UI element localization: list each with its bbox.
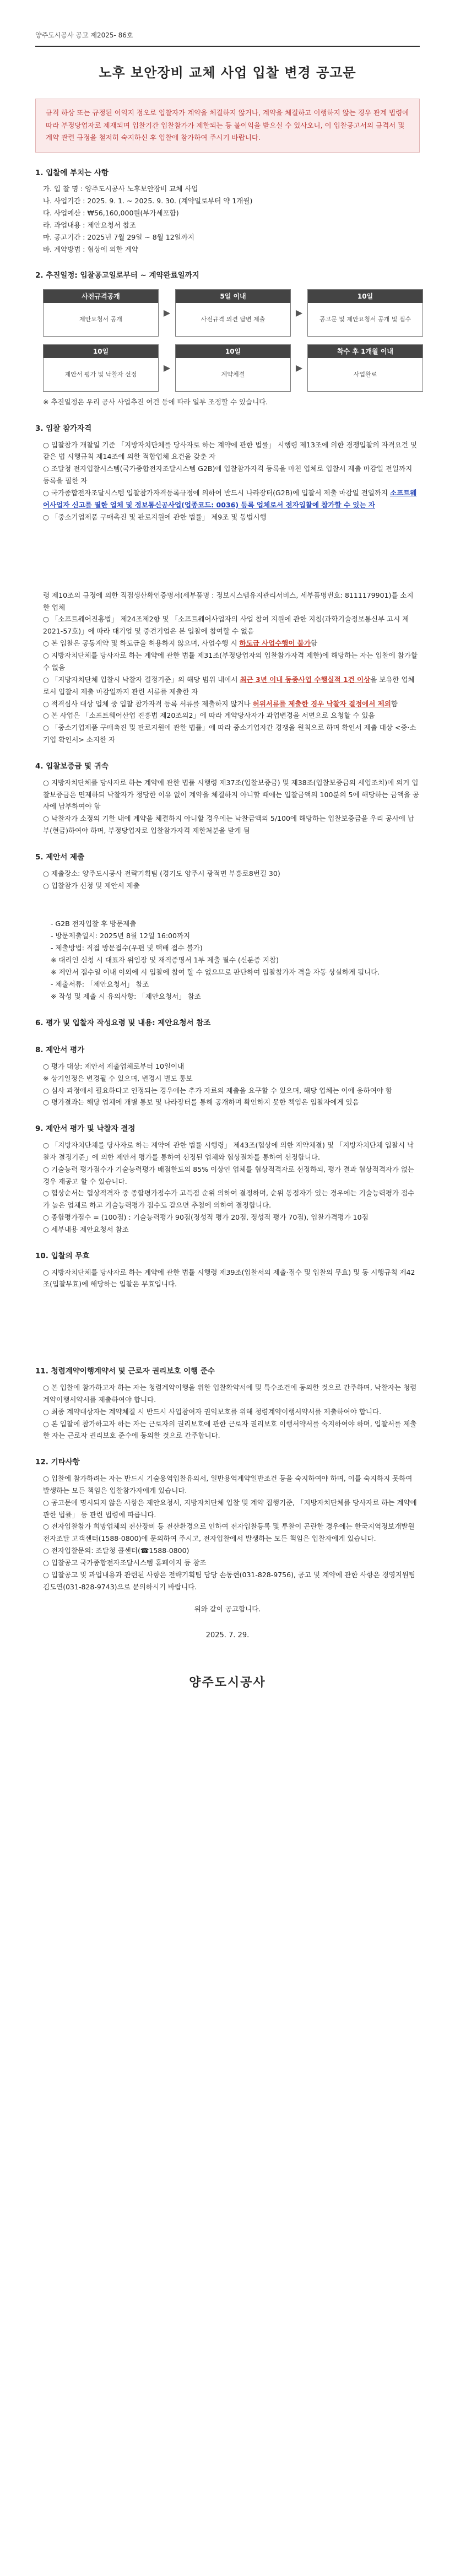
paragraph: ○ 「중소기업제품 구매촉진 및 판로지원에 관한 법률」 제9조 및 동법시행 [43,512,267,521]
step-body: 제안요청서 공개 [79,316,122,323]
step-body: 사전규격 의견 답변 제출 [201,316,266,323]
list-item: 바. 계약방법 : 협상에 의한 계약 [43,245,138,253]
list-item: 나. 사업기간 : 2025. 9. 1. ~ 2025. 9. 30. (계약일로부터 약 1개월) [43,197,253,205]
step-header: 착수 후 1개월 이내 [308,345,422,358]
arrow-right-icon: ▶ [163,307,171,318]
section-title: 12. 기타사항 [35,1458,80,1467]
paragraph: ○ 「소프트웨어진흥법」 제24조제2항 및 「소프트웨어사업자의 사업 참여 지원에 관한 지침(과학기술정보통신부 고시 제2021-57호)」에 따라 대기업 및 중견기업은 본 입찰에 참여할 수 없음 [43,615,409,636]
step-header: 5일 이내 [176,290,290,303]
schedule-step-box [175,289,291,337]
step-body: 사업완료 [353,371,377,378]
schedule-step-box [175,344,291,392]
section-other-matters [35,1456,420,1615]
list-item: ※ 제안서 접수일 이내 이외에 시 입찰에 참여 할 수 없으므로 판단하여 입찰참가자 격을 자동 상실하게 됩니다. [51,967,380,976]
list-item: ○ 평가 대상: 제안서 제출업체로부터 10일이내 [43,1062,185,1070]
text: 함 [391,699,398,708]
step-body: 제안서 평가 및 낙찰자 선정 [64,371,137,378]
list-item: 마. 공고기간 : 2025년 7월 29일 ~ 8월 12일까지 [43,232,194,241]
closing-statement: 위와 같이 공고합니다. [194,1604,261,1613]
paragraph: ○ 지방자치단체를 당사자로 하는 계약에 관한 법률 시행령 제37조(입찰보증금) 및 제38조(입찰보증금의 세입조치)에 의거 입찰보증금은 면제하되 낙찰자가 정당한 이유 없이 계약을 체결하지 아니할 때에는 입찰금액의 100분의 5에 해당하는 금액을 공사에 납부하여야 함 [43,778,420,811]
list-item: 다. 사업예산 : ₩56,160,000원(부가세포함) [43,208,179,217]
list-item: ○ 제출장소: 양주도시공사 전략기획팀 (경기도 양주시 광적면 부흥로8번길 30) [43,869,280,878]
paragraph: ○ 「중소기업제품 구매촉진 및 판로지원에 관한 법률」에 따라 중소기업자간 경쟁을 원칙으로 하며 확인서 제출 대상 <중·소기업 확인서> 소지한 자 [43,723,416,744]
section-title: 9. 제안서 평가 및 낙찰자 결정 [35,1124,136,1134]
list-item: ○ 최종 계약대상자는 계약체결 시 반드시 사업참여자 권익보호를 위해 청렴계약이행서약서를 제출하여야 합니다. [43,1407,382,1416]
list-item: - 제출서류: 「제안요청서」 참조 [51,979,149,988]
list-item: - 제출방법: 직접 방문접수(우편 및 택배 접수 불가) [51,944,203,953]
section-eligibility [35,423,420,746]
text: ○ 「지방자치단체 입찰시 낙찰자 결정기준」의 해당 범위 내에서 [43,675,240,684]
schedule-step-box [307,344,423,392]
header-divider [35,46,420,47]
section-award-decision [35,1123,420,1236]
section-title: 10. 입찰의 무효 [35,1251,90,1260]
step-body: 공고문 및 제안요청서 공개 및 접수 [319,316,411,323]
page-break [43,523,420,589]
list-item: ○ 평가결과는 해당 업체에 개별 통보 및 나라장터를 통해 공개하며 확인하지 못한 책임은 입찰자에게 있음 [43,1098,359,1107]
arrow-right-icon: ▶ [295,362,303,373]
list-item: ○ 세부내용 제안요청서 참조 [43,1225,129,1233]
text: ○ 본 입찰은 공동계약 및 하도급을 허용하지 않으며, 사업수행 시 [43,639,240,648]
schedule-flowchart [43,289,420,392]
paragraph: 령 제10조의 규정에 의한 직접생산확인증명서(세부품명 : 정보시스템유지관리서비스, 세부품명번호: 8111179901)를 소지한 업체 [43,591,414,611]
page-title: 노후 보안장비 교체 사업 입찰 변경 공고문 [99,65,356,80]
paragraph [43,487,420,511]
list-item: 라. 과업내용 : 제안요청서 참조 [43,220,136,229]
paragraph [43,698,420,710]
list-item: ※ 상기일정은 변경될 수 있으며, 변경시 별도 통보 [43,1074,193,1083]
section-bid-overview [35,167,420,256]
paragraph [43,637,420,650]
list-item: ※ 대리인 신청 시 대표자 위임장 및 재직증명서 1부 제출 필수 (신분증 지참) [51,956,279,964]
list-item: 가. 입 찰 명 : 양주도시공사 노후보안장비 교체 사업 [43,185,198,193]
list-item: ○ 지방자치단체를 당사자로 하는 계약에 관한 법률 시행령 제39조(입찰서의 제출·접수 및 입찰의 무효) 및 동 시행규칙 제42조(입찰무효)에 해당하는 입찰은 무효입니다. [43,1268,415,1289]
text: ○ 적격심사 대상 업체 중 입찰 참가자격 등록 서류를 제출하지 않거나 [43,699,253,708]
announcement-date: 2025. 7. 29. [205,1631,250,1639]
step-header: 10일 [44,345,158,358]
list-item: ○ 입찰에 참가하려는 자는 반드시 기술용역입찰유의서, 일반용역계약일반조건 등을 숙지하여야 하며, 이를 숙지하지 못하여 발생하는 모든 책임은 입찰참가자에게 있습니다. [43,1474,413,1495]
list-item: ○ 협상순서는 협상적격자 중 종합평가점수가 고득점 순위 의하여 결정하며, 순위 동점자가 있는 경우에는 기술능력평가 점수가 높은 업체로 하고 기술능력평가 점수도 같으면 추첨에 의하여 결정합니다. [43,1189,415,1210]
section-proposal-evaluation [35,1044,420,1108]
schedule-step-box [307,289,423,337]
section-schedule [35,269,420,408]
highlight-text: 소프트웨어사업자 신고를 필한 업체 및 정보통신공사업(업종코드: 0036) 등록 업체로서 전자입찰에 참가할 수 있는 자 [43,489,417,509]
paragraph: ○ 조달청 전자입찰시스템(국가종합전자조달시스템 G2B)에 입찰참가자격 등록을 마친 업체로 입찰서 제출 마감일 전일까지 등록을 필한 자 [43,464,413,485]
arrow-right-icon: ▶ [295,307,303,318]
list-item: ○ 전자입찰참가 희망업체의 전산장비 등 전산환경으로 인하여 전자입찰등록 및 투찰이 곤란한 경우에는 한국지역정보개발원 전자조달 고객센터(1588-0800)에 문의하여 주시고, 전자입찰에서 발생하는 모든 책임은 입찰자에게 있습니다. [43,1522,415,1543]
list-item: - G2B 전자입찰 후 방문제출 [51,919,137,928]
list-item: ○ 본 입찰에 참가하고자 하는 자는 청렴계약이행을 위한 입찰확약서에 및 특수조건에 동의한 것으로 간주하며, 낙찰자는 청렴계약이행서약서를 제출하여야 합니다. [43,1383,417,1404]
list-item: ○ 입찰공고 국가종합전자조달시스템 홈페이지 등 참조 [43,1558,207,1567]
list-item: ○ 심사 과정에서 필요하다고 인정되는 경우에는 추가 자료의 제출을 요구할 수 있으며, 해당 업체는 이에 응하여야 함 [43,1086,392,1095]
schedule-step-box [43,344,159,392]
text: 을 보유한 업체로서 입찰서 제출 마감일까지 관련 서류를 제출한 자 [43,675,415,696]
section-writing-guide [35,1017,420,1030]
text: ○ 국가종합전자조달시스템 입찰참가자격등록규정에 의하여 반드시 나라장터(G2B)에 입찰서 제출 마감일 전일까지 [43,489,390,497]
step-header: 사전규격공개 [44,290,158,303]
list-item: - 방문제출일시: 2025년 8월 12일 16:00까지 [51,932,191,940]
section-proposal-submission [35,851,420,1003]
paragraph: ○ 입찰참가 개찰일 기준 「지방자치단체를 당사자로 하는 계약에 관한 법률」 시행령 제13조에 의한 경쟁입찰의 자격요건 및 같은 법 시행규칙 제14조에 의한 적합업체 요건을 갖춘 자 [43,440,417,461]
section-title: 2. 추진일정: 입찰공고일로부터 ~ 계약완료일까지 [35,271,199,280]
schedule-step-box [43,289,159,337]
list-item: ※ 작성 및 제출 시 유의사항: 「제안요청서」 참조 [51,992,201,1000]
list-item: ○ 「지방자치단체를 당사자로 하는 계약에 관한 법률 시행령」 제43조(협상에 의한 계약체결) 및 「지방자치단체 입찰시 낙찰자 결정기준」에 의한 제안서 평가를 통하여 선정된 업체와 협상절차를 통하여 선정합니다. [43,1140,414,1161]
warning-notice: 규격 하상 또는 규정된 이익지 정오로 입찰자가 계약을 체결하지 않거나, 계약을 체결하고 이행하지 않는 경우 관계 법령에 따라 부정당업자로 제재되며 입찰기간 입찰참가가 제한되는 등 불이익을 받으실 수 있사오니, 이 입찰공고서의 규격서 및 계약 관련 규정을 철저히 숙지하신 후 입찰에 참가하여 주시기 바랍니다. [35,99,420,153]
section-title: 8. 제안서 평가 [35,1046,85,1055]
paragraph: ○ 지방자치단체를 당사자로 하는 계약에 관한 법률 제31조(부정당업자의 입찰참가자격 제한)에 해당하는 자는 입찰에 참가할 수 없음 [43,651,418,672]
announcement-number: 양주도시공사 공고 제2025- 86호 [35,31,133,39]
highlight-text: 허위서류를 제출한 경우 낙찰자 결정에서 제외 [252,699,391,708]
schedule-note: ※ 추진일정은 우리 공사 사업추진 여건 등에 따라 일부 조정할 수 있습니다. [43,398,268,406]
issuer-name: 양주도시공사 [189,1676,266,1690]
step-body: 계약체결 [221,371,245,378]
highlight-text: 하도급 사업수행이 불가 [239,639,311,648]
section-title: 1. 입찰에 부치는 사항 [35,168,109,177]
section-title: 4. 입찰보증금 및 귀속 [35,762,109,771]
step-header: 10일 [176,345,290,358]
section-title: 5. 제안서 제출 [35,853,85,862]
list-item: ○ 공고문에 명시되지 않은 사항은 제안요청서, 지방자치단체 입찰 및 계약 집행기준, 「지방자치단체를 당사자로 하는 계약에 관한 법률」 등 관련 법령에 따릅니다. [43,1498,417,1519]
list-item: ○ 입찰참가 신청 및 제안서 제출 [43,881,140,890]
arrow-right-icon: ▶ [163,362,171,373]
section-integrity-contract [35,1365,420,1442]
list-item: ○ 전자입찰문의: 조달청 콜센터(☎1588-0800) [43,1546,189,1555]
list-item: ○ 기술능력 평가점수가 기술능력평가 배점한도의 85% 이상인 업체를 협상적격자로 선정하되, 평가 결과 협상적격자가 없는 경우 재공고 할 수 있습니다. [43,1165,414,1186]
list-item: ○ 입찰공고 및 과업내용과 관련된 사항은 전략기획팀 담당 손동현(031-828-9756), 공고 및 계약에 관한 사항은 경영지원팀 김도연(031-828-9743)으로 문의하시기 바랍니다. [43,1570,415,1591]
section-title: 3. 입찰 참가자격 [35,424,92,433]
section-bid-invalidity [35,1250,420,1290]
section-bid-bond [35,760,420,837]
list-item: ○ 본 입찰에 참가하고자 하는 자는 근로자의 권리보호에 관한 근로자 권리보호 이행서약서를 숙지하여야 하며, 입찰서를 제출한 자는 근로자 권리보호 준수에 동의한 것으로 간주합니다. [43,1419,417,1440]
section-title: 6. 평가 및 입찰자 작성요령 및 내용: 제안요청서 참조 [35,1018,211,1027]
paragraph [43,674,420,698]
list-item: ○ 종합평가점수 = (100점) : 기술능력평가 90점(정성적 평가 20점, 정성적 평가 70점), 입찰가격평가 10점 [43,1213,369,1222]
highlight-text: 최근 3년 이내 동종사업 수행실적 1건 이상 [240,675,371,684]
paragraph: ○ 낙찰자가 소정의 기한 내에 계약을 체결하지 아니할 경우에는 낙찰금액의 5/100에 해당하는 입찰보증금을 우리 공사에 납부(현금)하여야 하며, 부정당업자로 입찰참가자격 제한처분을 받게 됨 [43,814,415,835]
spacer [35,891,420,918]
section-title: 11. 청렴계약이행계약서 및 근로자 권리보호 이행 준수 [35,1367,215,1376]
step-header: 10일 [308,290,422,303]
page-break [35,1290,420,1351]
paragraph: ○ 본 사업은 「소프트웨어산업 진흥법 제20조의2」에 따라 계약당사자가 과업변경을 서면으로 요청할 수 있음 [43,711,375,720]
text: 함 [310,639,318,648]
